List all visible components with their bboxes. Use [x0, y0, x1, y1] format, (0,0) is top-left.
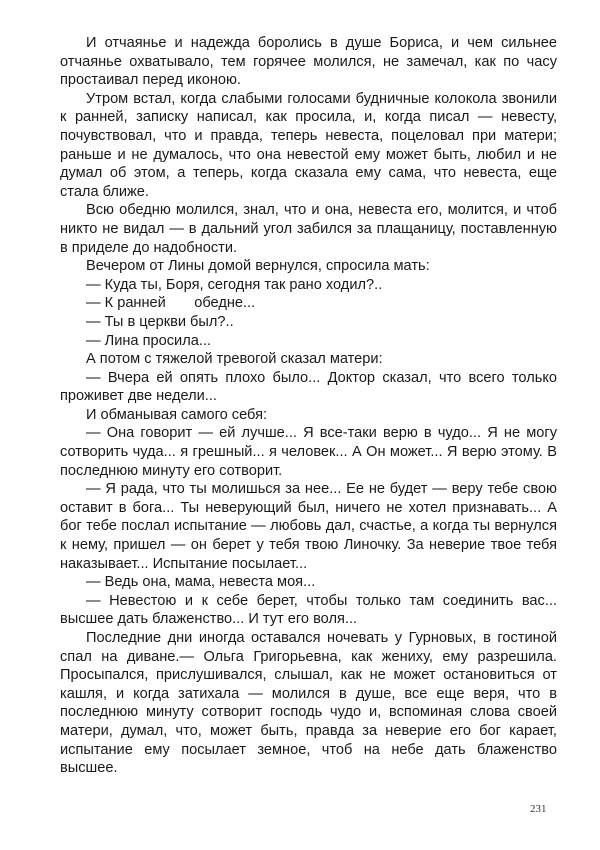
- dialogue-line: — Куда ты, Боря, сегодня так рано ходил?..: [86, 276, 383, 293]
- paragraph: Вечером от Лины домой вернулся, спросила мать:: [86, 258, 430, 275]
- paragraph: А потом с тяжелой тревогой сказал матери:: [86, 351, 383, 368]
- paragraph: И обманывая самого себя:: [86, 406, 268, 423]
- paragraph: Утром встал, когда слабыми голосами будничные колокола звонили к ранней, записку написал, как просила, и, когда писал — невесту, почувствовал, что и правда, теперь невеста, поцеловал при матери; раньше и не думалось, что она невестой ему может быть, любил и не думал об этом, а теперь, когда сказала ему сама, что невеста, еще стала ближе.: [60, 90, 557, 200]
- dialogue-line: — Невестою и к себе берет, чтобы только там соединить вас... высшее дать блаженство... И тут его воля...: [60, 592, 557, 628]
- paragraph: Всю обедню молился, знал, что и она, невеста его, молится, и чтоб никто не видал — в дальний угол забился за плащаницу, поставленную в приделе до надобности.: [60, 202, 557, 256]
- dialogue-line: — Ведь она, мама, невеста моя...: [86, 574, 316, 591]
- dialogue-line: — К ранней обедне...: [86, 295, 256, 312]
- page-body: [60, 34, 557, 778]
- paragraph: И отчаянье и надежда боролись в душе Бориса, и чем сильнее отчаянье охватывало, тем горячее молился, не замечал, как по часу простаивал перед иконою.: [60, 35, 557, 89]
- dialogue-line: — Вчера ей опять плохо было... Доктор сказал, что всего только проживет две недели...: [60, 369, 557, 405]
- dialogue-line: — Ты в церкви был?..: [86, 313, 234, 330]
- dialogue-line: — Лина просила...: [86, 332, 211, 349]
- paragraph: Последние дни иногда оставался ночевать у Гурновых, в гостиной спал на диване.— Ольга Григорьевна, как жениху, ему разрешила. Просыпался, прислушивался, слышал, как не может остановиться от кашля, и когда затихала — молился в душе, все еще веря, что в последнюю минуту сотворит господь чудо и, вспоминая слова своей матери, думал, что, может быть, правда за неверие его бог карает, испытание ему посылает земное, чтоб на небе дать блаженство высшее.: [60, 630, 557, 777]
- dialogue-line: — Я рада, что ты молишься за нее... Ее не будет — веру тебе свою оставит в бога... Ты неверующий был, ничего не хотел признавать... А бог тебе послал испытание — любовь дал, счастье, а когда ты вернулся к нему, пришел — он берет у тебя твою Линочку. За неверие твое тебя наказывает... Испытание посылает...: [60, 481, 557, 572]
- page-number: 231: [530, 803, 547, 815]
- dialogue-line: — Она говорит — ей лучше... Я все-таки верю в чудо... Я не могу сотворить чуда... я грешный... я человек... А Он может... Я верю этому. В последнюю минуту его сотворит.: [60, 425, 557, 479]
